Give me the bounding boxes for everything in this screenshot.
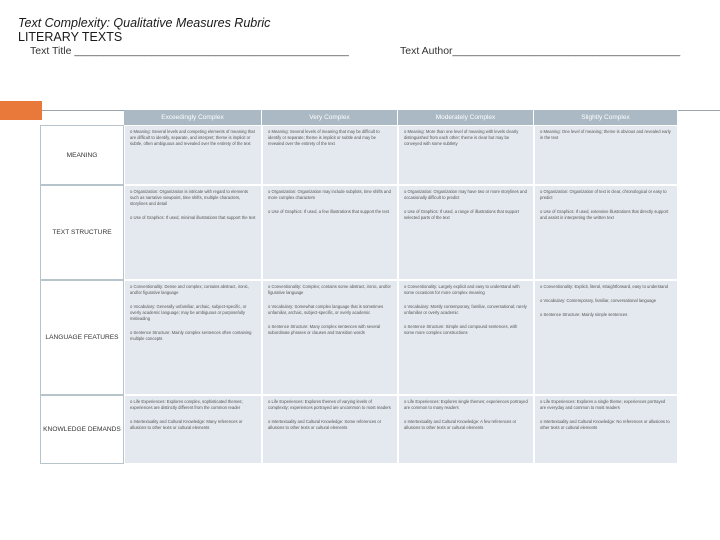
- criterion-text: o Use of Graphics: If used, a range of illustrations that support selected parts of the text: [404, 209, 519, 220]
- text-author-field[interactable]: Text Author_______________________________________: [400, 45, 681, 57]
- rubric-cell: [124, 395, 262, 464]
- criterion-text: o Meaning: Several levels and competing elements of meaning that are difficult to identify, separate, and interpret; theme is implicit or subtle, often ambiguous and revealed over the entirety of the text: [130, 129, 255, 146]
- rubric-cell: [534, 395, 678, 464]
- criterion-text: o Life Experiences: Explores single themes; experiences portrayed are common to many readers: [404, 399, 528, 410]
- criterion-text: o Conventionality: Explicit, literal, straightforward, easy to understand: [540, 284, 669, 289]
- criterion-text: o Meaning: More than one level of meaning with levels clearly distinguished from each other; theme is clear but may be conveyed with some subtlety: [404, 129, 519, 146]
- criterion-text: o Meaning: Several levels of meaning that may be difficult to identify or separate; theme is implicit or subtle and may be revealed over the entirety of the text: [268, 129, 380, 146]
- criterion-text: o Intertextuality and Cultural Knowledge: No references or allusions to other texts or cultural elements: [540, 419, 670, 430]
- criterion-text: o Use of Graphics: If used, extensive illustrations that directly support and assist in interpreting the written text: [540, 209, 669, 220]
- row-label: MEANING: [40, 125, 124, 185]
- criterion-text: o Use of Graphics: If used, a few illustrations that support the text: [268, 209, 390, 214]
- rubric-cell: [534, 125, 678, 185]
- rubric-cell: [124, 280, 262, 395]
- rubric-cell: [534, 185, 678, 280]
- criterion-text: o Intertextuality and Cultural Knowledge: Many references or allusions to other texts or cultural elements: [130, 419, 243, 430]
- rubric-cell: [124, 185, 262, 280]
- row-label: LANGUAGE FEATURES: [40, 280, 124, 395]
- criterion-text: o Organization: Organization may include subplots, time shifts and more complex characters: [268, 189, 391, 200]
- criterion-text: o Life Experiences: Explores themes of varying levels of complexity; experiences portrayed are uncommon to most readers: [268, 399, 391, 410]
- criterion-text: o Conventionality: Dense and complex; contains abstract, ironic, and/or figurative language: [130, 284, 249, 295]
- rubric-cell: [124, 125, 262, 185]
- rubric-cell: [262, 280, 398, 395]
- criterion-text: o Organization: Organization may have two or more storylines and occasionally difficult to predict: [404, 189, 527, 200]
- criterion-text: o Intertextuality and Cultural Knowledge: A few references or allusions to other texts or cultural elements: [404, 419, 517, 430]
- rubric-title: Text Complexity: Qualitative Measures Rubric: [18, 16, 271, 30]
- rubric-cell: [262, 185, 398, 280]
- rubric-cell: [534, 280, 678, 395]
- criterion-text: o Sentence Structure: Many complex sentences with several subordinate phrases or clauses and transition words: [268, 324, 381, 335]
- rubric-cell: [398, 125, 534, 185]
- rubric-cell: [398, 395, 534, 464]
- criterion-text: o Intertextuality and Cultural Knowledge: Some references or allusions to other texts or cultural elements: [268, 419, 382, 430]
- text-title-field[interactable]: Text Title _______________________________________________: [30, 45, 349, 57]
- criterion-text: o Vocabulary: Generally unfamiliar, archaic, subject-specific, or overly academic language; may be ambiguous or purposefully misleading: [130, 304, 247, 321]
- criterion-text: o Vocabulary: Somewhat complex language that is sometimes unfamiliar, archaic, subject-specific, or overly academic: [268, 304, 384, 315]
- column-header: Very Complex: [262, 110, 398, 125]
- rubric-cell: [262, 395, 398, 464]
- criterion-text: o Meaning: One level of meaning; theme is obvious and revealed early in the text: [540, 129, 671, 140]
- criterion-text: o Organization: Organization of text is clear, chronological or easy to predict: [540, 189, 667, 200]
- criterion-text: o Sentence Structure: Simple and compound sentences, with some more complex constructions: [404, 324, 518, 335]
- rubric-cell: [262, 125, 398, 185]
- row-label: KNOWLEDGE DEMANDS: [40, 395, 124, 464]
- rubric-subtitle: LITERARY TEXTS: [18, 30, 123, 44]
- criterion-text: o Life Experiences: Explores a single theme; experiences portrayed are everyday and common to most readers: [540, 399, 666, 410]
- criterion-text: o Organization: Organization is intricate with regard to elements such as narrative viewpoint, time shifts, multiple characters, storylines and detail: [130, 189, 249, 206]
- accent-bar: [0, 101, 42, 120]
- criterion-text: o Conventionality: Largely explicit and easy to understand with some occasions for more complex meaning: [404, 284, 520, 295]
- criterion-text: o Sentence Structure: Mainly simple sentences: [540, 312, 628, 317]
- criterion-text: o Use of Graphics: If used, minimal illustrations that support the text: [130, 215, 256, 220]
- column-header: Exceedingly Complex: [124, 110, 262, 125]
- criterion-text: o Conventionality: Complex; contains some abstract, ironic, and/or figurative language: [268, 284, 391, 295]
- rubric-cell: [398, 280, 534, 395]
- page-title: [18, 16, 270, 44]
- rubric-cell: [398, 185, 534, 280]
- column-header: Slightly Complex: [534, 110, 678, 125]
- criterion-text: o Life Experiences: Explores complex, sophisticated themes; experiences are distinctly different from the common reader: [130, 399, 243, 410]
- criterion-text: o Sentence Structure: Mainly complex sentences often containing multiple concepts: [130, 330, 252, 341]
- criterion-text: o Vocabulary: Mostly contemporary, familiar, conversational; rarely unfamiliar or overly academic: [404, 304, 527, 315]
- column-header: Moderately Complex: [398, 110, 534, 125]
- row-label: TEXT STRUCTURE: [40, 185, 124, 280]
- criterion-text: o Vocabulary: Contemporary, familiar, conversational language: [540, 298, 657, 303]
- rubric-table: [40, 110, 678, 464]
